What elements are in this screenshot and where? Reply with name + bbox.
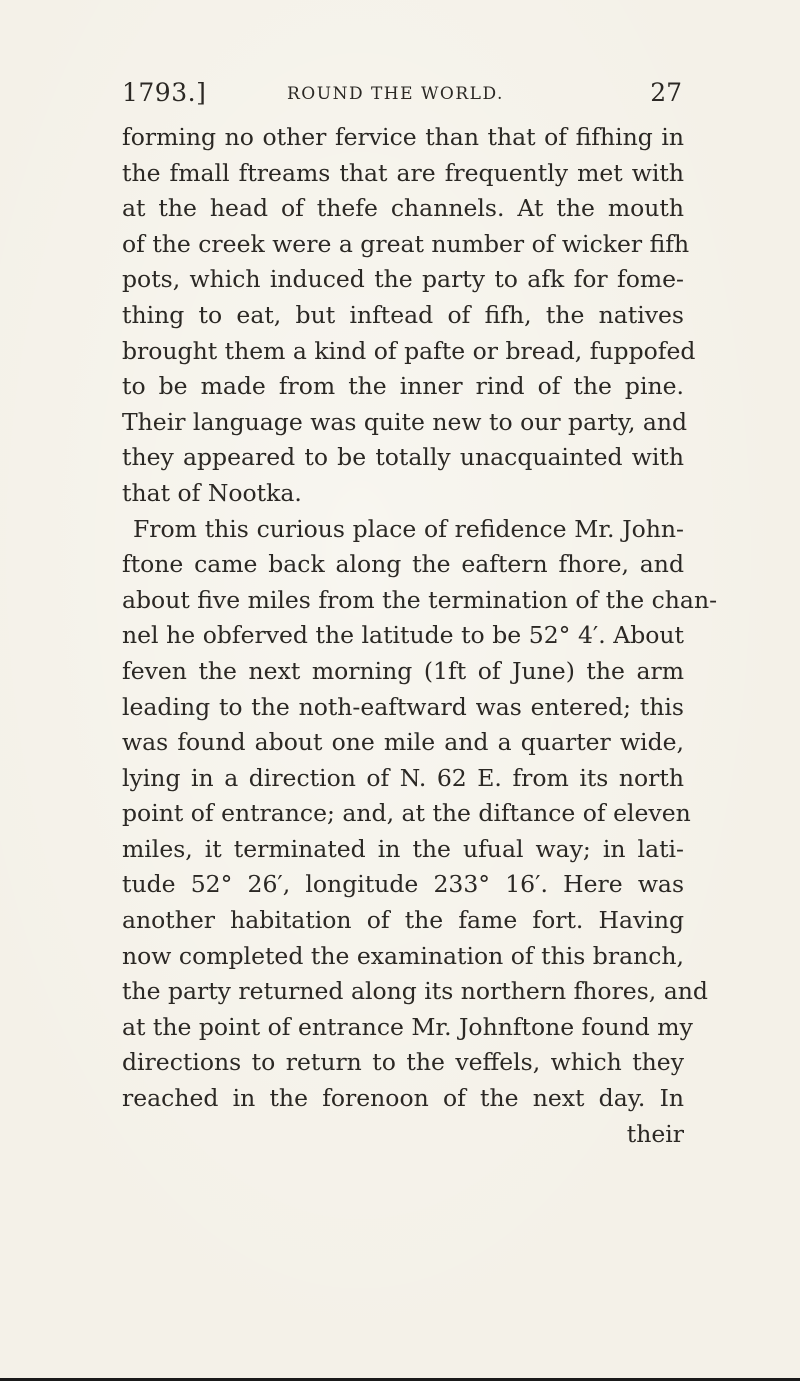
- text-line: of the creek were a great number of wicker fifh: [122, 229, 690, 258]
- text-line: From this curious place of refidence Mr. John-: [133, 514, 684, 543]
- text-line: ftone came back along the eaftern fhore, and: [122, 550, 684, 579]
- text-line: leading to the noth-eaftward was entered; this: [122, 692, 684, 721]
- text-line: reached in the forenoon of the next day. In: [122, 1084, 684, 1113]
- text-line: tude 52° 26′, longitude 233° 16′. Here was: [122, 870, 684, 899]
- running-title: ROUND THE WORLD.: [287, 84, 504, 104]
- body-text: [122, 120, 718, 1152]
- text-line: to be made from the inner rind of the pine.: [122, 372, 684, 401]
- text-line: miles, it terminated in the ufual way; in lati-: [122, 834, 684, 863]
- text-line: the party returned along its northern fhores, and: [122, 977, 708, 1006]
- running-header: [122, 78, 682, 114]
- text-line: another habitation of the fame fort. Having: [122, 906, 684, 935]
- text-line: pots, which induced the party to afk for fome-: [122, 265, 684, 294]
- text-line: feven the next morning (1ft of June) the arm: [122, 656, 684, 685]
- text-line: about five miles from the termination of the chan-: [122, 585, 718, 614]
- page-number: 27: [650, 78, 682, 107]
- text-line: forming no other fervice than that of fifhing in: [122, 123, 684, 151]
- text-line: at the point of entrance Mr. Johnftone found my: [122, 1012, 693, 1041]
- text-line: they appeared to be totally unacquainted with: [122, 443, 684, 472]
- text-line: Their language was quite new to our party, and: [122, 407, 688, 436]
- text-line: point of entrance; and, at the diftance of eleven: [122, 799, 691, 828]
- text-line: brought them a kind of pafte or bread, fuppofed: [122, 336, 696, 365]
- header-year: 1793.]: [122, 78, 207, 107]
- text-line: lying in a direction of N. 62 E. from its north: [122, 763, 684, 792]
- text-line: directions to return to the veffels, which they: [122, 1048, 684, 1077]
- text-line: that of Nootka.: [122, 478, 302, 507]
- catchword: their: [626, 1119, 684, 1148]
- text-line: was found about one mile and a quarter wide,: [122, 728, 684, 757]
- text-line: at the head of thefe channels. At the mouth: [122, 194, 684, 223]
- text-line: nel he obferved the latitude to be 52° 4′. About: [122, 621, 684, 650]
- text-line: the fmall ftreams that are frequently met with: [122, 158, 684, 187]
- text-line: thing to eat, but inftead of fifh, the natives: [122, 300, 684, 329]
- text-line: now completed the examination of this branch,: [122, 941, 684, 970]
